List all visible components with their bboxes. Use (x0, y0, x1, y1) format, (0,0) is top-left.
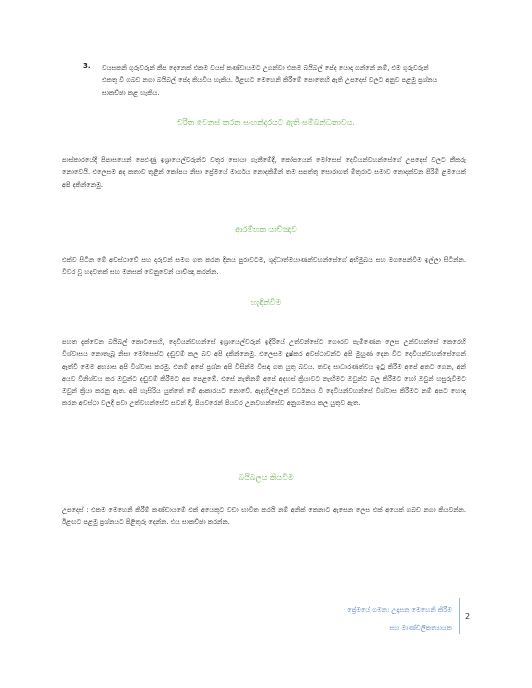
footer-title: ප්‍රේමයේ ගමන: උදෑසන මෙහෙනි කිරීම (347, 606, 452, 614)
footer-divider (459, 598, 460, 634)
introduction-paragraph: පහත දැක්වෙන බයිබල් කොටසෙහි, දෙවියන්වහන්සේ ඉශ්‍රායෙල්වරුන් ඉදිරියේ උත්වන්සේට ගෞරව පැමිණෙන ලෙස උන්වහන්සේ කෙරෙහි විශ්වාසය නොතැබූ නිසා මෝසෙස්ට දඬුවම් කල බව අපි දකින්නෙමු. එලෙසම දුෂ්කර අවස්ථාවන්ට අපි මුහුණ දෙන විට දෙවියන්වහන්සේගෙන් ඈත්වී මෙම අභ්‍යාස අපි විශ්වාස කරමු. එනම් අපේ ප්‍රශ්න අපි විසින්ම විසඳා ගත යුතු බවය. තවද සාධාරණත්වය ඉටු කිරීම අපේ අතට ගෙන, අන් අයව විනිශ්චය කර ඔවුන්ට දඬුවම් කිරීමට අප පෙළඹේ. එසේ නැතිනම් අපේ අදහස් ක්‍රියාවට නැඟීමට ඔවුන්ට බල කිරීමට හෝ ඔවුන් හසුරුවීමට ඔවුන් ක්‍රියා කරනු ඇත. අපි හැසිරිය යුත්තේ මේ ආකාරයට නොවේ. ඇදහිල්ලෙන් වර්ධනය වී දෙවියන්වහන්සේ විශ්වාස කිරීමට නම් අපට හොඳ කරන අවස්ථා වලදී පවා උත්වහන්සේට සවන් දී, පියවරෙන් පියවර උනවහන්සේව අනුගමනය කල යුතුව ඇත. (62, 338, 466, 408)
page-number: 2 (465, 612, 471, 621)
section-heading-bible-reading: බයිබලය කියවීම (238, 473, 294, 482)
list-number: 3. (83, 62, 91, 70)
section-heading-introduction: හැඳින්වීම (250, 298, 282, 307)
footer-subtitle: සහ මාණ්ඩලිකත්‍යායක (389, 624, 452, 632)
section-heading-opening-prayer: ආරම්භක යාච්ඤාව (235, 225, 297, 234)
connection-paragraph: පාස්කාරයේදී පිපාසයෙන් පෙළුණු ඉශ්‍රායෙල්වරුන්ට වතුර සොයා ගැනීමේදී, කෝපයෙන් මෝසෙස් දෙවියන්වහන්සේගේ උපදෙස් වලට කීකරු නොවෙයි. එලෙසම අද කතාව තුළින් කෝපය නිසා ප්‍රේමයේ මාර්ගය නොදකිමින් තම සපත්තු සොරාගත් මිතුරාට සමාව නොදක්වන පිරිමි ළමයෙක් අපි දකින්නෙමු. (62, 156, 466, 189)
list-item-text: වයසකනි ගුරුවරුන් කීප දෙනෙක් එකම වයස් කණ්ඩායමට උගන්වා එකම බයිබල් පේද යොදා ගන්නේ නම්, එම ගුරුවරුන් එකතු වී ගබඩ නගා බයිබල් පේද කියවිය හැකිය. ඊළඟට මෙහෙනි කිරීමේ පොතෙහි ඇති උපදෙස් වලට අනුව පළමු ප්‍රශ්නය සාකච්ඡා කළ හැකිය. (102, 64, 438, 97)
numbered-list-item (83, 62, 438, 99)
bible-reading-paragraph: උපදෙස් : එකම මෙහෙනි කිරීම් කණ්ඩායමේ එක් අයෙකුට වඩා භාවිත කරයි නම් අනික් කෙනාට ඇසෙන ලෙස එක් අයෙක් ගබඩ නගා කියවන්න. ඊළඟට පළමු ප්‍රශ්නයට පිළිතුරු දෙන්න. එය සාකච්ඡා කරන්න. (62, 506, 466, 527)
opening-prayer-paragraph: එක්ව සිටින මේ අවස්ථාවේ සහ දරුවන් සමග ගත කරන දිනය පුරාවටම, ශුද්ධාත්මයාණන්වහන්සේගේ අභිමුඛය සහ මගපෙන්වීම ඉල්ලා සිටින්න. විවර වූ හදවතක් සහ මනසක් වෙනුවෙන් යාච්ඤා කරන්න. (62, 256, 466, 277)
section-heading-connection: චරිත වෙනස් කරන සංහන්දරයට ඇති සම්බන්ධතාවය. (177, 118, 355, 127)
